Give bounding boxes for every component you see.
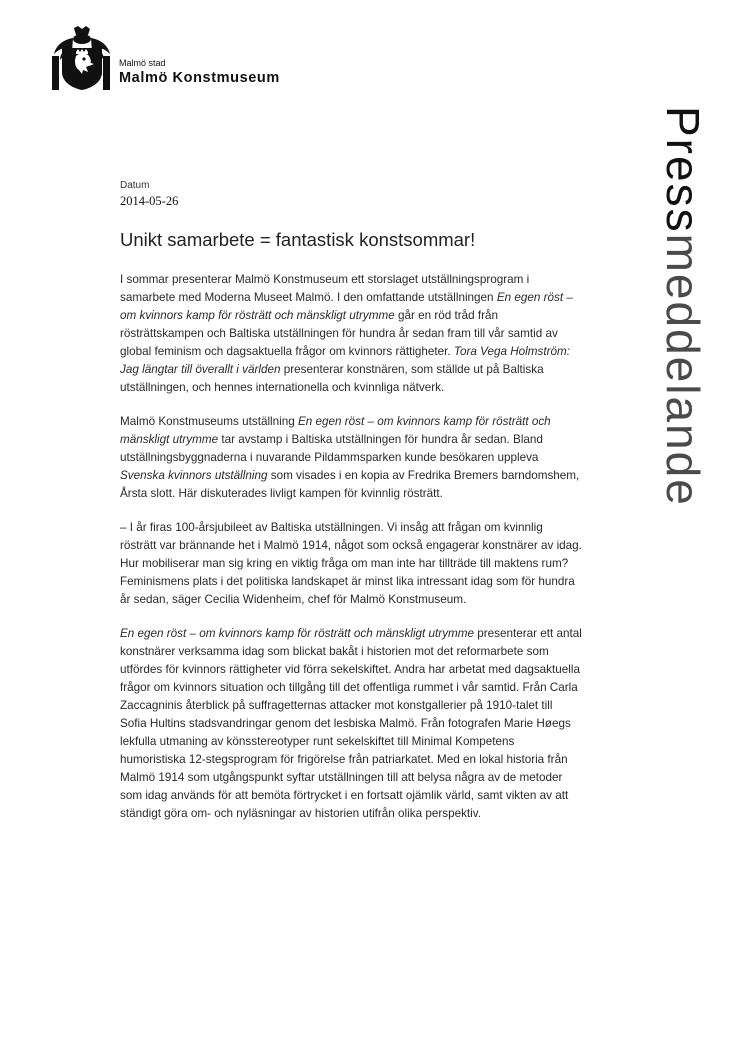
p1-text-2: går en röd tråd från rösträttskampen och Baltiska utställningen för hundra år sedan fram till vår samtid av global feminism och dagsaktuella frågor om kvinnors rättigheter. <box>120 309 558 358</box>
date-value: 2014-05-26 <box>120 194 179 208</box>
p2-exhibition-title-2: Svenska kvinnors utställning <box>120 469 268 482</box>
paragraph-3 <box>120 519 582 609</box>
p1-text-3: presenterar konstnären, som ställde ut på Baltiska utställningen, och hennes internationella och kvinnliga nätverk. <box>120 363 544 394</box>
p2-text-1: Malmö Konstmuseums utställning <box>120 415 298 428</box>
org-city: Malmö stad <box>119 58 166 68</box>
press-release-body <box>120 271 582 839</box>
org-name: Malmö Konstmuseum <box>119 70 280 86</box>
p2-text-2: tar avstamp i Baltiska utställningen för hundra år sedan. Bland utställningsbyggnaderna i nuvarande Pildammsparken kunde besökaren uppleva <box>120 433 543 464</box>
paragraph-4 <box>120 625 582 823</box>
p4-exhibition-title: En egen röst – om kvinnors kamp för rösträtt och mänskligt utrymme <box>120 627 475 640</box>
vertical-title-part-meddelande: meddelande <box>657 233 709 507</box>
p1-exhibition-title-2: Tora Vega Holmström: Jag längtar till överallt i världen <box>120 345 570 376</box>
p4-text-1: presenterar ett antal konstnärer verksamma idag som blickat bakåt i historien mot det reformarbete som utfördes för kvinnors rättigheter vid förra sekelskiftet. Andra har arbetat med dagsaktuella frågor om kvinnors situation och tillgång till det offentliga rummet i vår samtid. Från Carla Zaccagninis återblick på suffragetternas attacker mot konstgallerier på 1910-talet till Sofia Hultins stadsvandringar genom det lesbiska Malmö. Från fotografen Marie Høegs lekfulla utmaning av könsstereotyper runt sekelskiftet till Minimal Kompetens humoristiska 12-stegsprogram för frigörelse från patriarkatet. Med en lokal historia från Malmö 1914 som utgångspunkt syftar utställningen till att belysa några av de metoder som idag används för att bemöta förtrycket i en fortsatt ojämlik värld, samt vikten av att ständigt göra om- och nyläsningar av historien utifrån olika perspektiv. <box>120 627 582 820</box>
p1-text-1: I sommar presenterar Malmö Konstmuseum ett storslaget utställningsprogram i samarbete med Moderna Museet Malmö. I den omfattande utställningen <box>120 273 530 304</box>
date-label: Datum <box>120 180 150 191</box>
vertical-title-part-press: Press <box>657 106 709 234</box>
p3-text-1: – I år firas 100-årsjubileet av Baltiska utställningen. Vi insåg att frågan om kvinnlig rösträtt var brännande het i Malmö 1914, något som också engagerar konstnärer av idag. Hur mobiliserar man sig kring en viktig fråga om man inte har tillträde till maktens rum? Feminismens plats i det politiska landskapet är minst lika intressant idag som för hundra år sedan, säger Cecilia Widenheim, chef för Malmö Konstmuseum. <box>120 521 582 606</box>
paragraph-2 <box>120 413 582 503</box>
p2-exhibition-title: En egen röst – om kvinnors kamp för rösträtt och mänskligt utrymme <box>120 415 551 446</box>
paragraph-1 <box>120 271 582 397</box>
press-release-vertical-title <box>657 106 709 507</box>
headline: Unikt samarbete = fantastisk konstsommar! <box>120 229 476 250</box>
p1-exhibition-title: En egen röst – om kvinnors kamp för rösträtt och mänskligt utrymme <box>120 291 573 322</box>
p2-text-3: som visades i en kopia av Fredrika Bremers barndomshem, Årsta slott. Här diskuterades livligt kampen för kvinnlig rösträtt. <box>120 469 580 500</box>
malmo-coat-of-arms-icon <box>52 26 110 90</box>
